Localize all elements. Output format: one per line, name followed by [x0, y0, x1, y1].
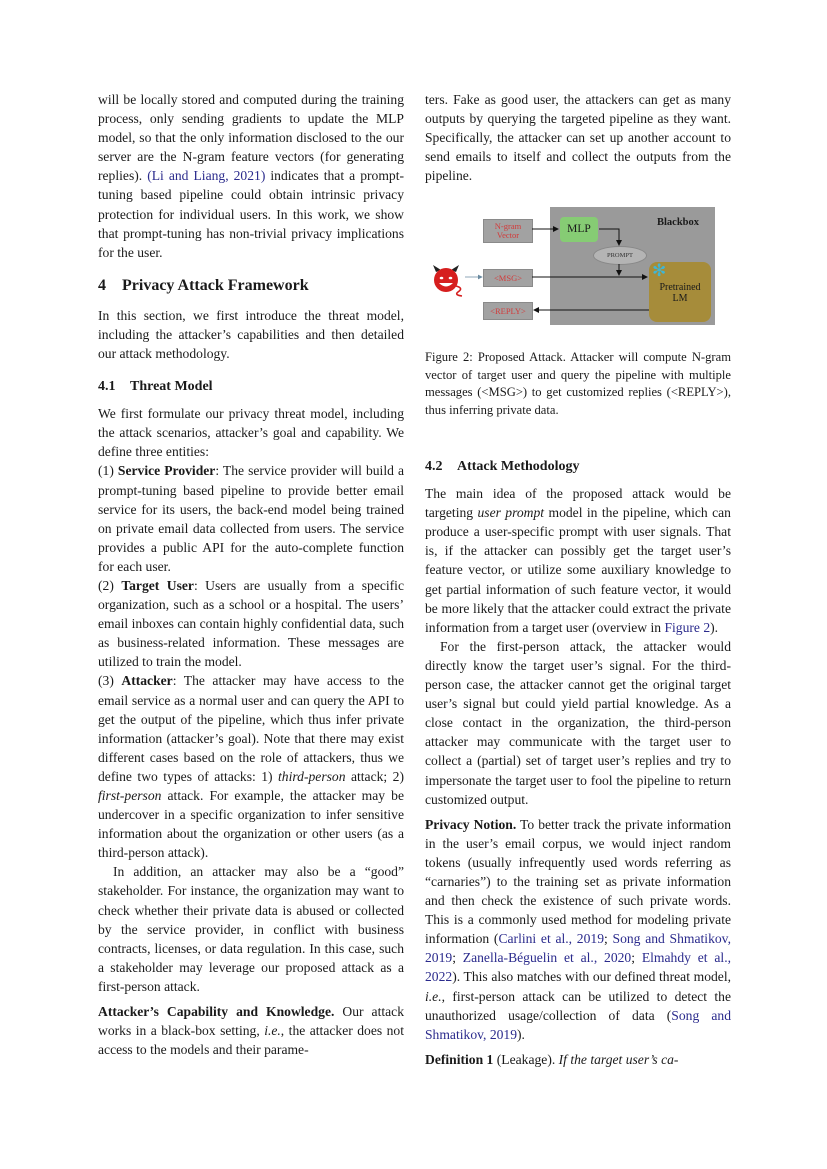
- text: To better track the private information in the user’s email corpus, we would inject random tokens (usually infrequently used words referring as “carnaries”) to the training set as private information and then check the existence of such private words. This is a commonly used method for modeling private information (: [425, 816, 731, 947]
- section-heading-4: [98, 276, 404, 296]
- subsection-heading-4-1: [98, 377, 404, 396]
- text: attack; 2): [345, 768, 404, 784]
- entity-term: Target User: [121, 577, 194, 593]
- definition-label: Definition 1: [425, 1051, 494, 1067]
- text: , first-person attack can be utilized to detect the unauthorized usage/collection of data (: [425, 988, 731, 1023]
- text: ). This also matches with our defined threat model,: [452, 969, 731, 985]
- section4-intro: In this section, we first introduce the threat model, including the attacker’s capabilities and then detailed our attack methodology.: [98, 307, 404, 362]
- subsection-title: Threat Model: [130, 379, 213, 395]
- entity-attacker: [98, 671, 404, 862]
- entity-term: Service Provider: [117, 463, 216, 479]
- vector-label: Vector: [496, 230, 520, 241]
- privacy-notion-paragraph: [425, 815, 731, 1044]
- good-stakeholder-paragraph: In addition, an attacker may also be a “good” stakeholder. For instance, the organization may want to check whether their private data is abused or collected by the service provider, in conflict with business contracts, licenses, or data regulation. In this case, such a stakeholder may leverage our proposed attack as a first-person attack.: [98, 864, 404, 994]
- text: ).: [517, 1026, 525, 1042]
- prompt-label: PROMPT: [606, 252, 633, 260]
- ngram-label: N-gram: [494, 221, 522, 232]
- threat-model-intro: We first formulate our privacy threat model, including the attack scenarios, attacker’s goal and capability. We define three entities:: [98, 406, 404, 460]
- subsection-number: 4.2: [425, 459, 443, 475]
- text: (1): [98, 463, 118, 479]
- italic-term: first-person: [98, 788, 162, 803]
- text: (3): [98, 673, 122, 689]
- italic-term: i.e.: [264, 1023, 281, 1039]
- right-column: [425, 90, 731, 1069]
- text: model in the pipeline, which can produce a user-specific prompt with user signals. That is, if the attacker can possibly get the target user’s feature vector, or utilize some auxiliary knowledge to get partial information of such feature vector, it would be more likely that the attacker could extract the private information from a target user (overview in: [425, 505, 731, 635]
- definition-1: [425, 1050, 731, 1069]
- text: : Users are usually from a specific organization, such as a school or a hospital. The users’ email inboxes can contain highly confidential data, such as business-related information. These messages are utilized to train the model.: [98, 577, 404, 670]
- citation-link-song-shmatikov[interactable]: Song and Shmatikov, 2019: [425, 1007, 732, 1042]
- text: ;: [452, 950, 463, 966]
- text: The main idea of the proposed attack would be targeting: [425, 486, 731, 521]
- paragraph-title: Privacy Notion.: [425, 816, 517, 832]
- text: : The service provider will build a prompt-tuning based pipeline to provide better email service for its users, the back-end model being trained on private email data collected from users. The service provides a public API for the auto-complete function for each user.: [98, 463, 404, 574]
- pretrained-label: Pretrained: [659, 282, 701, 294]
- text: will be locally stored and computed during the training process, only sending gradients to update the MLP model, so that the only information disclosed to the our server are the N-gram feature vectors (for generating replies).: [98, 92, 404, 184]
- figure-2-link[interactable]: Figure 2: [664, 619, 711, 635]
- citation-link-carlini[interactable]: Carlini et al., 2019: [498, 931, 604, 947]
- first-person-paragraph: For the first-person attack, the attacker would directly know the target user’s signal. For the third-person case, the attacker cannot get the original target user’s signal but could yield partial knowledge. As a close contact in the organization, the third-person attacker may communicate with the target user to collect a (partial) set of target user’s replies and try to impersonate the target user to fool the pipeline to return customized output.: [425, 638, 731, 807]
- reply-label: <REPLY>: [490, 305, 526, 316]
- subsection-title: Attack Methodology: [457, 459, 580, 475]
- msg-label: <MSG>: [493, 272, 522, 283]
- capability-paragraph: [98, 1002, 404, 1059]
- continued-paragraph: ters. Fake as good user, the attackers can get as many outputs by querying the targeted pipeline as they want. Specifically, the attacker can set up another account to send emails to itself and collect the outputs from the pipeline.: [425, 92, 731, 184]
- section-number: 4: [98, 276, 106, 294]
- text: Our attack works in a black-box setting,: [98, 1004, 405, 1039]
- figure-arrows: [425, 207, 731, 337]
- text: attack. For example, the attacker may be undercover in a specific organization to infer sensitive information about the organization or other users (as a third-person attack).: [98, 788, 404, 861]
- text: (2): [98, 577, 122, 593]
- definition-text: If the target user’s ca-: [555, 1051, 679, 1067]
- subsection-heading-4-2: [425, 457, 731, 476]
- section-title: Privacy Attack Framework: [122, 276, 309, 294]
- text: : The attacker may have access to the email service as a normal user and can query the API to get the output of the pipeline, which thus infer private information (attacker’s goal). Note that there may exist different cases based on the role of attackers, thus we define two types of attacks: 1): [98, 673, 404, 784]
- lm-short-label: LM: [672, 293, 688, 305]
- text: , the attacker does not access to the models and their parame-: [98, 1023, 404, 1058]
- left-column: [98, 90, 404, 1059]
- entity-service-provider: [98, 461, 404, 576]
- citation-link-li-liang[interactable]: (Li and Liang, 2021): [147, 168, 266, 184]
- intro-paragraph: [98, 90, 404, 262]
- subsection-number: 4.1: [98, 379, 116, 395]
- text: ).: [710, 619, 719, 635]
- text: ;: [604, 931, 613, 947]
- citation-link-song-shmatikov[interactable]: Song and Shmatikov, 2019: [425, 931, 731, 966]
- text: indicates that a prompt-tuning based pipeline could obtain intrinsic privacy protection for individual users. In this work, we show that prompt-tuning has non-trivial privacy implications for the user.: [98, 168, 405, 260]
- method-paragraph: [425, 484, 731, 637]
- definition-name: (Leakage).: [493, 1051, 556, 1067]
- italic-term: i.e.: [425, 988, 442, 1004]
- frozen-snowflake-icon: ✻: [652, 261, 667, 281]
- figure-2-proposed-attack: [425, 207, 731, 337]
- italic-term: user prompt: [477, 505, 545, 521]
- citation-link-elmahdy[interactable]: Elmahdy et al., 2022: [425, 950, 731, 985]
- blackbox-label: Blackbox: [657, 217, 700, 229]
- mlp-label: MLP: [567, 223, 591, 236]
- entity-term: Attacker: [121, 673, 173, 689]
- italic-term: third-person: [278, 768, 346, 784]
- paragraph-title: Attacker’s Capability and Knowledge.: [98, 1004, 335, 1020]
- citation-link-zanella-beguelin[interactable]: Zanella-Béguelin et al., 2020: [462, 950, 632, 966]
- text: ;: [631, 950, 642, 966]
- figure-2-caption: Figure 2: Proposed Attack. Attacker will compute N-gram vector of target user and query the pipeline with multiple messages (<MSG>) to get customized replies (<REPLY>), thus inferring private data.: [425, 350, 731, 417]
- entity-target-user: [98, 576, 404, 671]
